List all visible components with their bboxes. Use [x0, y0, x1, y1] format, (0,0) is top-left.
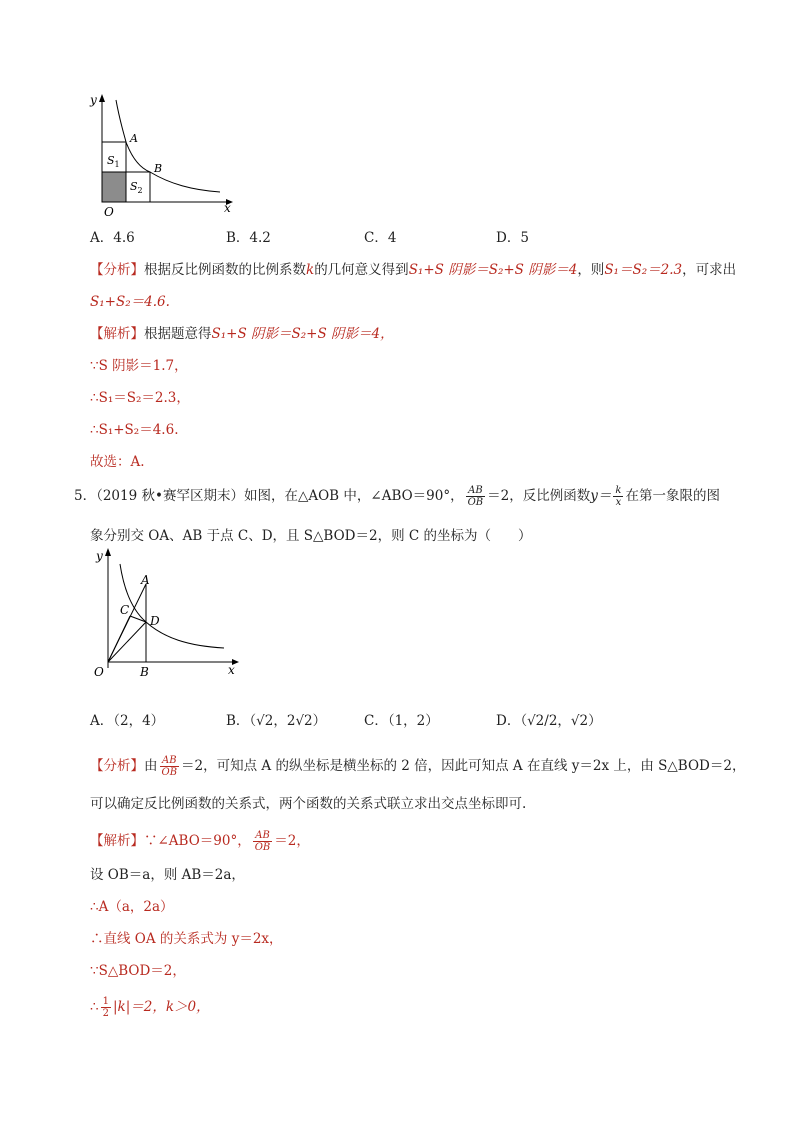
q4-solution-line4: ∴S₁+S₂＝4.6. [90, 422, 179, 438]
q4-option-a: A．4.6 [90, 230, 135, 246]
q5-solution-line2: 设 OB＝a，则 AB＝2a， [90, 867, 245, 883]
q5-option-d: D．（√2/2，√2） [496, 713, 602, 729]
q4-label-B: B [154, 162, 163, 175]
q4-label-S1: $S_1$ [107, 154, 120, 169]
q4-analysis-tag: 【分析】 [90, 262, 144, 278]
q4-solution-line5: 故选：A. [90, 454, 145, 470]
q4-solution-line3: ∴S₁＝S₂＝2.3， [90, 390, 190, 406]
q4-graph [84, 92, 244, 222]
q5-option-b: B．（√2，2√2） [226, 713, 327, 729]
q4-label-x: x [224, 201, 231, 215]
q4-option-c: C．4 [364, 230, 397, 246]
q5-stem-line2: 象分别交 OA、AB 于点 C、D，且 S△BOD＝2，则 C 的坐标为（ ） [90, 528, 532, 544]
q4-label-S2: $S_2$ [130, 180, 143, 195]
q5-solution-line5: ∵S△BOD＝2， [90, 963, 186, 979]
q5-solution-tag: 【解析】 [90, 833, 144, 849]
q4-label-y: y [90, 93, 97, 107]
q5-stem-line1: 5．（2019 秋•赛罕区期末）如图，在△AOB 中，∠ABO＝90°， $\frac{AB}{OB}$ ＝2，反比例函数y＝ $\frac{k}{x}$ 在第一象限的图 [74, 485, 720, 508]
q5-analysis-line2: 可以确定反比例函数的关系式，两个函数的关系式联立求出交点坐标即可. [90, 796, 527, 812]
q4-solution-line1: 【解析】根据题意得S₁+S 阴影＝S₂+S 阴影＝4， [90, 326, 394, 342]
q5-solution-line3: ∴A（a，2a） [90, 899, 174, 915]
q4-analysis-line2: S₁+S₂＝4.6. [90, 294, 170, 310]
q5-graph [86, 544, 246, 684]
q5-option-a: A．（2，4） [90, 713, 165, 729]
q5-option-c: C．（1，2） [364, 713, 439, 729]
q5-analysis-line1: 【分析】由 $\frac{AB}{OB}$ ＝2，可知点 A 的纵坐标是横坐标的 2 倍，因此可知点 A 在直线 y＝2x 上，由 S△BOD＝2， [90, 755, 746, 778]
q5-label-B: B [140, 665, 149, 679]
q5-label-A: A [141, 573, 150, 587]
q4-solution-tag: 【解析】 [90, 326, 144, 342]
q4-option-b: B．4.2 [226, 230, 271, 246]
q5-label-O: O [94, 665, 104, 679]
q5-label-y: y [96, 549, 103, 563]
q4-label-A: A [130, 132, 138, 145]
q5-label-D: D [150, 614, 160, 628]
q5-analysis-tag: 【分析】 [90, 758, 144, 774]
q4-solution-line2: ∵S 阴影＝1.7， [90, 358, 188, 374]
q5-solution-line4: ∴直线 OA 的关系式为 y＝2x， [90, 931, 283, 947]
q5-label-x: x [228, 663, 235, 677]
q4-label-O: O [104, 205, 114, 219]
q4-analysis-line1: 【分析】根据反比例函数的比例系数k的几何意义得到S₁+S 阴影＝S₂+S 阴影＝4，则S₁＝S₂＝2.3，可求出 [90, 262, 737, 278]
q4-option-d: D．5 [496, 230, 529, 246]
q5-solution-line6: ∴ $\frac{1}{2}$ |k|＝2，k＞0， [90, 996, 210, 1019]
q5-solution-line1: 【解析】∵∠ABO＝90°， $\frac{AB}{OB}$ ＝2， [90, 830, 310, 853]
q5-label-C: C [120, 603, 130, 617]
